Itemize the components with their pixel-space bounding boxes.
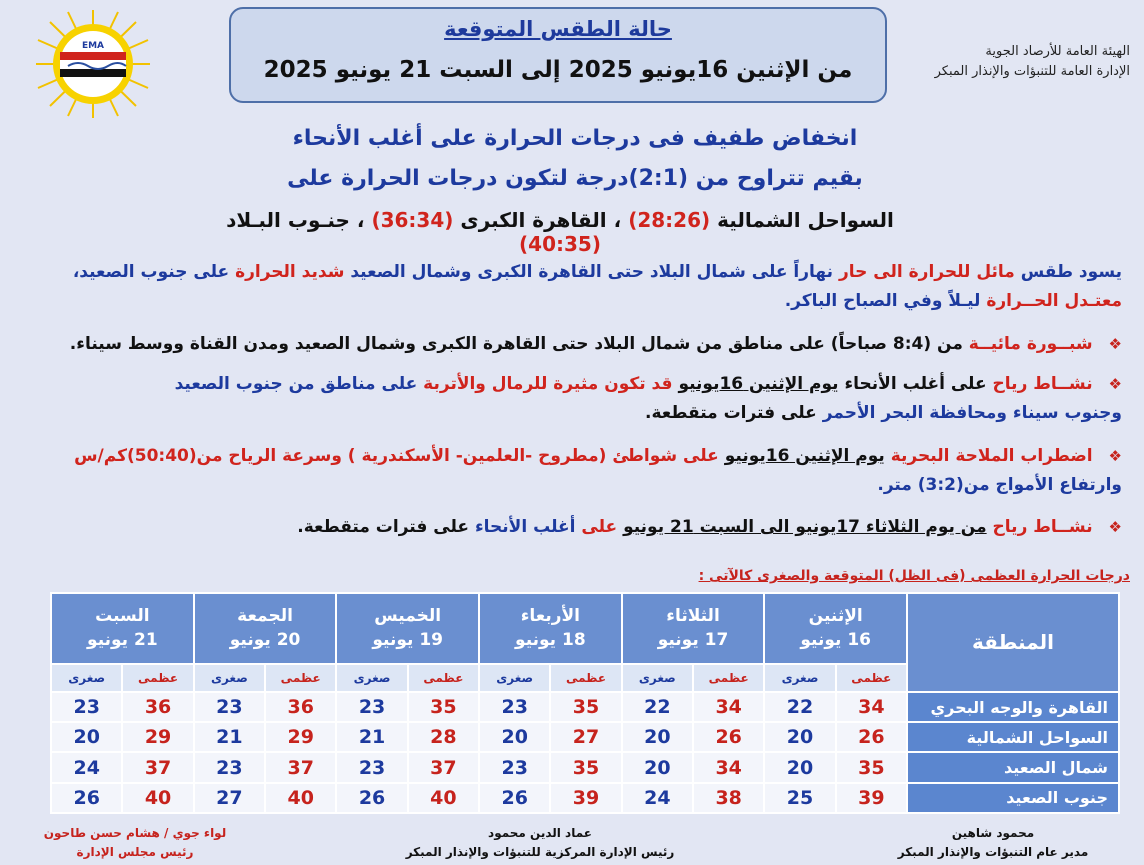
navigation-text-c: على شواطئ (مطروح -العلمين- الأسكندرية ) وسرعة الرياح من(50:40)كم/س — [74, 446, 719, 466]
min-temp: 20 — [51, 722, 122, 752]
summary-text-e: على جنوب الصعيد، — [72, 262, 230, 282]
summary-text-a: يسود طقس — [1020, 262, 1122, 282]
region-name: جنوب الصعيد — [907, 783, 1119, 813]
min-temp: 23 — [336, 752, 407, 782]
min-subheader: صغرى — [479, 664, 550, 692]
min-temp: 20 — [622, 722, 693, 752]
table-row — [51, 692, 1119, 722]
max-temp: 39 — [836, 783, 907, 813]
max-subheader: عظمى — [122, 664, 193, 692]
max-temp: 35 — [408, 692, 479, 722]
table-row — [51, 722, 1119, 752]
day-date: 19 يونيو — [372, 630, 444, 651]
day-date: 18 يونيو — [515, 630, 586, 651]
bullet-fog — [22, 330, 1122, 359]
wind-label: نشــاط رياح — [992, 374, 1093, 394]
max-temp: 40 — [122, 783, 193, 813]
forecast-dates: من الإثنين 16يونيو 2025 إلى السبت 21 يونيو 2025 — [263, 57, 853, 83]
diamond-bullet-icon: ❖ — [1108, 447, 1122, 465]
wind-week-text-e: على فترات متقطعة. — [297, 517, 470, 537]
north-coast-range: (28:26) — [628, 208, 711, 232]
wind-week-text-c: على — [581, 517, 618, 537]
max-subheader: عظمى — [550, 664, 621, 692]
max-temp: 39 — [550, 783, 621, 813]
diamond-bullet-icon: ❖ — [1108, 518, 1122, 536]
headline-line-1: انخفاض طفيف فى درجات الحرارة على أغلب الأنحاء — [292, 126, 858, 151]
south-label: ، جنـوب البـلاد — [226, 208, 365, 232]
summary-text-d: شديد الحرارة — [235, 262, 345, 282]
min-temp: 23 — [336, 692, 407, 722]
max-subheader: عظمى — [693, 664, 764, 692]
bullet-navigation — [22, 442, 1122, 500]
max-temp: 38 — [693, 783, 764, 813]
ema-logo — [28, 8, 158, 120]
max-temp: 35 — [550, 752, 621, 782]
agency-line-2: الإدارة العامة للتنبؤات والإنذار المبكر — [934, 64, 1130, 79]
navigation-text-d: وارتفاع الأمواج من(3:2) متر. — [877, 475, 1122, 495]
max-subheader: عظمى — [265, 664, 336, 692]
weather-summary-paragraph — [22, 258, 1122, 316]
diamond-bullet-icon: ❖ — [1108, 335, 1122, 353]
min-subheader: صغرى — [194, 664, 265, 692]
summary-text-f: معتـدل الحــرارة — [986, 291, 1122, 311]
max-temp: 35 — [550, 692, 621, 722]
max-temp: 37 — [408, 752, 479, 782]
navigation-label: اضطراب الملاحة البحرية — [890, 446, 1093, 466]
headline-line-2: بقيم تتراوح من (2:1)درجة لتكون درجات الحرارة على — [287, 166, 863, 191]
min-temp: 26 — [336, 783, 407, 813]
day-name: الثلاثاء — [666, 606, 720, 627]
min-temp: 24 — [622, 783, 693, 813]
max-temp: 36 — [122, 692, 193, 722]
day-header — [194, 593, 337, 664]
cairo-label: ، القاهرة الكبرى — [460, 208, 622, 232]
max-subheader: عظمى — [408, 664, 479, 692]
max-temp: 26 — [836, 722, 907, 752]
wind-text-d: قد تكون مثيرة للرمال والأتربة — [423, 374, 673, 394]
max-temp: 29 — [122, 722, 193, 752]
headline-line-3 — [200, 208, 920, 256]
min-temp: 20 — [764, 752, 835, 782]
day-name: الخميس — [374, 606, 442, 627]
region-name: السواحل الشمالية — [907, 722, 1119, 752]
min-subheader: صغرى — [764, 664, 835, 692]
day-header — [51, 593, 194, 664]
day-name: الأربعاء — [520, 606, 581, 627]
signature-name: لواء جوي / هشام حسن طاحون — [43, 826, 227, 840]
min-temp: 20 — [622, 752, 693, 782]
min-temp: 22 — [764, 692, 835, 722]
min-temp: 21 — [336, 722, 407, 752]
header-box — [229, 7, 887, 103]
cairo-range: (36:34) — [371, 208, 454, 232]
table-row — [51, 783, 1119, 813]
min-temp: 23 — [479, 692, 550, 722]
max-temp: 34 — [836, 692, 907, 722]
wind-text-b: على أغلب الأنحاء — [844, 374, 987, 394]
summary-text-c: نهاراً على شمال البلاد حتى القاهرة الكبرى وشمال الصعيد — [350, 262, 834, 282]
day-header — [336, 593, 479, 664]
max-temp: 34 — [693, 692, 764, 722]
max-temp: 40 — [265, 783, 336, 813]
max-temp: 27 — [550, 722, 621, 752]
min-temp: 23 — [194, 692, 265, 722]
min-temp: 26 — [51, 783, 122, 813]
day-date: 16 يونيو — [800, 630, 871, 651]
agency-line-1: الهيئة العامة للأرصاد الجوية — [985, 44, 1130, 59]
fog-text: من (8:4 صباحاً) على مناطق من شمال البلاد حتى القاهرة الكبرى وشمال الصعيد ومدن القناة ووسط سيناء. — [69, 334, 963, 354]
max-temp: 40 — [408, 783, 479, 813]
max-temp: 37 — [265, 752, 336, 782]
min-temp: 20 — [479, 722, 550, 752]
min-temp: 23 — [194, 752, 265, 782]
region-name: القاهرة والوجه البحري — [907, 692, 1119, 722]
day-date: 21 يونيو — [87, 630, 158, 651]
min-temp: 25 — [764, 783, 835, 813]
max-temp: 36 — [265, 692, 336, 722]
temperature-table — [50, 592, 1120, 814]
wind-week-label: نشــاط رياح — [992, 517, 1093, 537]
bullet-wind-monday — [22, 370, 1122, 428]
min-temp: 26 — [479, 783, 550, 813]
min-temp: 20 — [764, 722, 835, 752]
day-name: الجمعة — [237, 606, 293, 627]
day-date: 17 يونيو — [657, 630, 729, 651]
summary-text-b: مائل للحرارة الى حار — [838, 262, 1015, 282]
summary-text-g: ليـلاً وفي الصباح الباكر. — [784, 291, 981, 311]
table-row — [51, 752, 1119, 782]
wind-date: يوم الإثنين 16يونيو — [678, 374, 839, 394]
max-temp: 29 — [265, 722, 336, 752]
min-temp: 27 — [194, 783, 265, 813]
min-temp: 22 — [622, 692, 693, 722]
wind-text-e: على مناطق من جنوب الصعيد — [174, 374, 418, 394]
max-temp: 34 — [693, 752, 764, 782]
signature-forecast-director — [868, 824, 1118, 862]
wind-week-text-d: أغلب الأنحاء — [474, 517, 576, 537]
signature-name: محمود شاهين — [951, 826, 1035, 840]
fog-label: شبــورة مائيــة — [968, 334, 1093, 354]
day-header — [622, 593, 765, 664]
max-temp: 26 — [693, 722, 764, 752]
min-temp: 21 — [194, 722, 265, 752]
day-name: الإثنين — [808, 606, 863, 627]
south-range: (40:35) — [519, 232, 601, 256]
max-temp: 35 — [836, 752, 907, 782]
max-subheader: عظمى — [836, 664, 907, 692]
max-temp: 37 — [122, 752, 193, 782]
agency-name — [870, 42, 1130, 82]
day-date: 20 يونيو — [229, 630, 301, 651]
forecast-title: حالة الطقس المتوقعة — [444, 17, 672, 41]
table-title: درجات الحرارة العظمى (فى الظل) المتوقعة والصغرى كالآتى : — [698, 568, 1130, 584]
signature-board-chairman — [10, 824, 260, 862]
svg-text:EMA: EMA — [81, 41, 105, 51]
min-temp: 23 — [479, 752, 550, 782]
wind-text-g: على فترات متقطعة. — [645, 403, 817, 423]
max-temp: 28 — [408, 722, 479, 752]
signature-name: عماد الدين محمود — [488, 826, 592, 840]
signature-title: رئيس مجلس الإدارة — [76, 845, 194, 859]
min-subheader: صغرى — [51, 664, 122, 692]
day-name: السبت — [95, 606, 150, 627]
signature-title: مدير عام التنبؤات والإنذار المبكر — [897, 845, 1089, 859]
min-temp: 23 — [51, 692, 122, 722]
north-coast-label: السواحل الشمالية — [717, 208, 894, 232]
signature-title: رئيس الإدارة المركزية للتنبؤات والإنذار المبكر — [405, 845, 675, 859]
bullet-wind-week — [22, 513, 1122, 542]
region-name: شمال الصعيد — [907, 752, 1119, 782]
wind-text-f: وجنوب سيناء ومحافظة البحر الأحمر — [822, 403, 1122, 423]
navigation-date: يوم الإثنين 16يونيو — [724, 446, 885, 466]
day-header — [479, 593, 622, 664]
signature-central-head — [370, 824, 710, 862]
wind-week-dates: من يوم الثلاثاء 17يونيو الى السبت 21 يونيو — [623, 517, 987, 537]
region-column-header: المنطقة — [907, 593, 1119, 692]
min-subheader: صغرى — [336, 664, 407, 692]
day-header — [764, 593, 907, 664]
diamond-bullet-icon: ❖ — [1108, 375, 1122, 393]
min-subheader: صغرى — [622, 664, 693, 692]
min-temp: 24 — [51, 752, 122, 782]
